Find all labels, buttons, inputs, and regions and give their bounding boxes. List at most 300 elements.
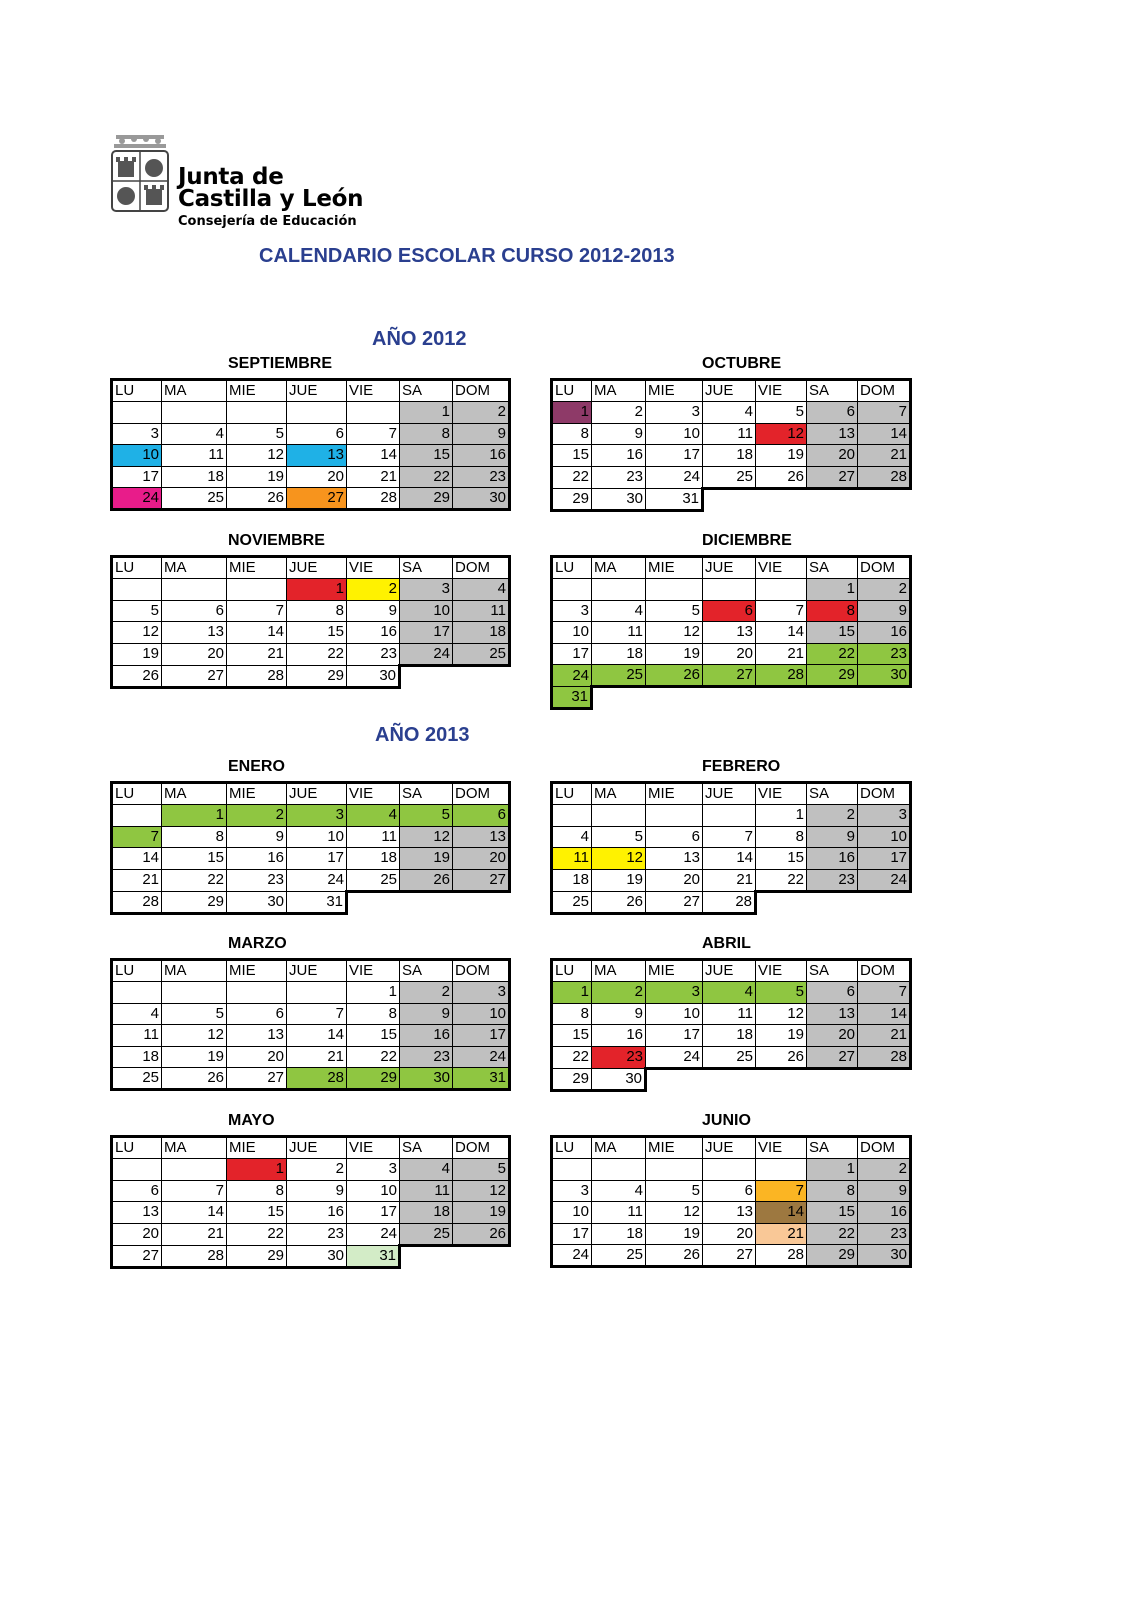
day-cell: 3 bbox=[400, 579, 453, 601]
spacer-cell bbox=[703, 1068, 756, 1090]
day-cell: 17 bbox=[287, 848, 347, 870]
weekday-header: SA bbox=[807, 1137, 858, 1159]
day-cell: 4 bbox=[703, 982, 756, 1004]
day-cell: 9 bbox=[858, 1180, 911, 1202]
day-cell: 29 bbox=[552, 488, 592, 510]
spacer-cell bbox=[858, 687, 911, 709]
day-cell: 10 bbox=[858, 826, 911, 848]
day-cell: 20 bbox=[703, 643, 756, 665]
weekday-header: LU bbox=[112, 557, 162, 579]
day-cell: 18 bbox=[400, 1202, 453, 1224]
spacer-cell bbox=[400, 665, 453, 687]
day-cell: 23 bbox=[592, 1046, 646, 1068]
day-cell: 5 bbox=[646, 600, 703, 622]
day-cell: 23 bbox=[453, 466, 510, 488]
day-cell: 6 bbox=[227, 1003, 287, 1025]
day-cell: 5 bbox=[756, 982, 807, 1004]
day-cell: 8 bbox=[807, 1180, 858, 1202]
day-cell: 15 bbox=[552, 445, 592, 467]
day-cell: 30 bbox=[453, 488, 510, 510]
day-cell: 11 bbox=[703, 1003, 756, 1025]
day-cell: 5 bbox=[112, 600, 162, 622]
day-cell: 17 bbox=[552, 643, 592, 665]
day-cell: 28 bbox=[287, 1068, 347, 1090]
day-cell: 7 bbox=[227, 600, 287, 622]
spacer-cell bbox=[807, 1068, 858, 1090]
day-cell: 7 bbox=[858, 402, 911, 424]
spacer-cell bbox=[756, 687, 807, 709]
weekday-header: MA bbox=[592, 380, 646, 402]
month-table-abril bbox=[550, 958, 912, 1092]
day-cell: 21 bbox=[162, 1223, 227, 1245]
day-cell: 17 bbox=[400, 622, 453, 644]
day-cell: 12 bbox=[756, 1003, 807, 1025]
empty-day-cell bbox=[646, 579, 703, 601]
day-cell: 3 bbox=[646, 402, 703, 424]
month-table-diciembre bbox=[550, 555, 912, 710]
empty-day-cell bbox=[703, 805, 756, 827]
day-cell: 30 bbox=[347, 665, 400, 687]
day-cell: 17 bbox=[552, 1223, 592, 1245]
spacer-cell bbox=[453, 665, 510, 687]
day-cell: 13 bbox=[703, 622, 756, 644]
day-cell: 12 bbox=[112, 622, 162, 644]
empty-day-cell bbox=[552, 805, 592, 827]
logo-line1: Junta de bbox=[178, 164, 284, 190]
day-cell: 10 bbox=[112, 445, 162, 467]
weekday-header: SA bbox=[400, 557, 453, 579]
day-cell: 23 bbox=[287, 1223, 347, 1245]
day-cell: 5 bbox=[453, 1159, 510, 1181]
day-cell: 16 bbox=[400, 1025, 453, 1047]
year-heading-2012: AÑO 2012 bbox=[372, 328, 467, 350]
day-cell: 18 bbox=[592, 643, 646, 665]
day-cell: 26 bbox=[646, 1245, 703, 1267]
day-cell: 27 bbox=[807, 1046, 858, 1068]
day-cell: 6 bbox=[453, 805, 510, 827]
month-table-septiembre bbox=[110, 378, 511, 511]
day-cell: 24 bbox=[858, 869, 911, 891]
month-name-marzo: MARZO bbox=[228, 935, 287, 952]
day-cell: 13 bbox=[453, 826, 510, 848]
day-cell: 4 bbox=[552, 826, 592, 848]
day-cell: 8 bbox=[807, 600, 858, 622]
day-cell: 30 bbox=[592, 488, 646, 510]
day-cell: 21 bbox=[227, 643, 287, 665]
day-cell: 1 bbox=[807, 579, 858, 601]
day-cell: 14 bbox=[756, 622, 807, 644]
day-cell: 13 bbox=[287, 445, 347, 467]
day-cell: 25 bbox=[592, 665, 646, 687]
spacer-cell bbox=[703, 687, 756, 709]
day-cell: 15 bbox=[400, 445, 453, 467]
weekday-header: SA bbox=[807, 783, 858, 805]
day-cell: 16 bbox=[592, 445, 646, 467]
day-cell: 9 bbox=[453, 423, 510, 445]
day-cell: 27 bbox=[287, 488, 347, 510]
weekday-header: JUE bbox=[287, 1137, 347, 1159]
day-cell: 31 bbox=[552, 687, 592, 709]
weekday-header: JUE bbox=[703, 783, 756, 805]
day-cell: 24 bbox=[646, 1046, 703, 1068]
day-cell: 6 bbox=[703, 1180, 756, 1202]
day-cell: 26 bbox=[756, 1046, 807, 1068]
day-cell: 15 bbox=[756, 848, 807, 870]
day-cell: 17 bbox=[453, 1025, 510, 1047]
day-cell: 4 bbox=[347, 805, 400, 827]
weekday-header: VIE bbox=[347, 783, 400, 805]
spacer-cell bbox=[592, 687, 646, 709]
day-cell: 21 bbox=[347, 466, 400, 488]
weekday-header: LU bbox=[112, 380, 162, 402]
day-cell: 6 bbox=[112, 1180, 162, 1202]
spacer-cell bbox=[807, 687, 858, 709]
weekday-header: SA bbox=[400, 960, 453, 982]
day-cell: 3 bbox=[347, 1159, 400, 1181]
day-cell: 20 bbox=[646, 869, 703, 891]
day-cell: 19 bbox=[646, 1223, 703, 1245]
day-cell: 18 bbox=[703, 1025, 756, 1047]
spacer-cell bbox=[646, 1068, 703, 1090]
day-cell: 3 bbox=[858, 805, 911, 827]
day-cell: 11 bbox=[162, 445, 227, 467]
day-cell: 25 bbox=[703, 466, 756, 488]
spacer-cell bbox=[858, 1068, 911, 1090]
day-cell: 8 bbox=[400, 423, 453, 445]
day-cell: 31 bbox=[287, 891, 347, 913]
day-cell: 12 bbox=[400, 826, 453, 848]
month-table-marzo bbox=[110, 958, 511, 1091]
day-cell: 8 bbox=[347, 1003, 400, 1025]
empty-day-cell bbox=[756, 579, 807, 601]
day-cell: 31 bbox=[453, 1068, 510, 1090]
logo-line3: Consejería de Educación bbox=[178, 214, 357, 229]
weekday-header: VIE bbox=[347, 557, 400, 579]
day-cell: 24 bbox=[112, 488, 162, 510]
spacer-cell bbox=[400, 891, 453, 913]
year-heading-2013: AÑO 2013 bbox=[375, 724, 470, 746]
spacer-cell bbox=[858, 488, 911, 510]
day-cell: 8 bbox=[552, 423, 592, 445]
weekday-header: VIE bbox=[756, 380, 807, 402]
weekday-header: MIE bbox=[646, 557, 703, 579]
empty-day-cell bbox=[592, 805, 646, 827]
day-cell: 21 bbox=[112, 869, 162, 891]
day-cell: 11 bbox=[112, 1025, 162, 1047]
day-cell: 16 bbox=[858, 1202, 911, 1224]
day-cell: 19 bbox=[756, 1025, 807, 1047]
day-cell: 4 bbox=[162, 423, 227, 445]
day-cell: 11 bbox=[552, 848, 592, 870]
day-cell: 22 bbox=[552, 1046, 592, 1068]
day-cell: 28 bbox=[756, 665, 807, 687]
day-cell: 15 bbox=[347, 1025, 400, 1047]
spacer-cell bbox=[453, 891, 510, 913]
weekday-header: MA bbox=[162, 960, 227, 982]
day-cell: 14 bbox=[112, 848, 162, 870]
day-cell: 19 bbox=[646, 643, 703, 665]
day-cell: 2 bbox=[227, 805, 287, 827]
day-cell: 3 bbox=[552, 600, 592, 622]
weekday-header: MIE bbox=[646, 960, 703, 982]
weekday-header: JUE bbox=[703, 960, 756, 982]
day-cell: 2 bbox=[347, 579, 400, 601]
spacer-cell bbox=[807, 488, 858, 510]
spacer-cell bbox=[347, 891, 400, 913]
day-cell: 16 bbox=[347, 622, 400, 644]
day-cell: 24 bbox=[552, 665, 592, 687]
day-cell: 26 bbox=[162, 1068, 227, 1090]
day-cell: 12 bbox=[453, 1180, 510, 1202]
day-cell: 17 bbox=[112, 466, 162, 488]
day-cell: 25 bbox=[162, 488, 227, 510]
weekday-header: LU bbox=[552, 557, 592, 579]
day-cell: 12 bbox=[646, 1202, 703, 1224]
day-cell: 9 bbox=[592, 1003, 646, 1025]
empty-day-cell bbox=[112, 1159, 162, 1181]
weekday-header: MA bbox=[162, 783, 227, 805]
month-name-junio: JUNIO bbox=[702, 1112, 751, 1129]
weekday-header: LU bbox=[552, 380, 592, 402]
month-name-febrero: FEBRERO bbox=[702, 758, 781, 775]
day-cell: 27 bbox=[703, 665, 756, 687]
empty-day-cell bbox=[703, 1159, 756, 1181]
empty-day-cell bbox=[287, 982, 347, 1004]
empty-day-cell bbox=[552, 579, 592, 601]
day-cell: 16 bbox=[807, 848, 858, 870]
day-cell: 16 bbox=[858, 622, 911, 644]
day-cell: 27 bbox=[703, 1245, 756, 1267]
day-cell: 18 bbox=[592, 1223, 646, 1245]
month-name-diciembre: DICIEMBRE bbox=[702, 532, 792, 549]
day-cell: 14 bbox=[347, 445, 400, 467]
day-cell: 13 bbox=[646, 848, 703, 870]
day-cell: 10 bbox=[552, 1202, 592, 1224]
day-cell: 27 bbox=[453, 869, 510, 891]
weekday-header: MIE bbox=[646, 1137, 703, 1159]
weekday-header: JUE bbox=[287, 557, 347, 579]
day-cell: 28 bbox=[112, 891, 162, 913]
day-cell: 19 bbox=[592, 869, 646, 891]
day-cell: 2 bbox=[453, 402, 510, 424]
day-cell: 28 bbox=[858, 466, 911, 488]
day-cell: 20 bbox=[807, 1025, 858, 1047]
empty-day-cell bbox=[112, 805, 162, 827]
day-cell: 8 bbox=[552, 1003, 592, 1025]
day-cell: 28 bbox=[162, 1245, 227, 1267]
day-cell: 10 bbox=[347, 1180, 400, 1202]
empty-day-cell bbox=[552, 1159, 592, 1181]
day-cell: 9 bbox=[400, 1003, 453, 1025]
day-cell: 28 bbox=[756, 1245, 807, 1267]
day-cell: 19 bbox=[227, 466, 287, 488]
month-name-enero: ENERO bbox=[228, 758, 285, 775]
day-cell: 21 bbox=[703, 869, 756, 891]
empty-day-cell bbox=[227, 579, 287, 601]
weekday-header: MIE bbox=[227, 380, 287, 402]
day-cell: 22 bbox=[227, 1223, 287, 1245]
day-cell: 21 bbox=[858, 1025, 911, 1047]
day-cell: 29 bbox=[552, 1068, 592, 1090]
coat-of-arms-icon bbox=[110, 135, 170, 215]
day-cell: 30 bbox=[227, 891, 287, 913]
day-cell: 13 bbox=[807, 1003, 858, 1025]
day-cell: 20 bbox=[227, 1046, 287, 1068]
day-cell: 21 bbox=[287, 1046, 347, 1068]
day-cell: 1 bbox=[227, 1159, 287, 1181]
day-cell: 14 bbox=[703, 848, 756, 870]
empty-day-cell bbox=[227, 402, 287, 424]
day-cell: 26 bbox=[227, 488, 287, 510]
month-name-mayo: MAYO bbox=[228, 1112, 275, 1129]
day-cell: 17 bbox=[858, 848, 911, 870]
day-cell: 11 bbox=[400, 1180, 453, 1202]
day-cell: 7 bbox=[703, 826, 756, 848]
day-cell: 16 bbox=[227, 848, 287, 870]
day-cell: 27 bbox=[112, 1245, 162, 1267]
day-cell: 22 bbox=[756, 869, 807, 891]
weekday-header: MIE bbox=[227, 783, 287, 805]
weekday-header: DOM bbox=[453, 1137, 510, 1159]
month-name-septiembre: SEPTIEMBRE bbox=[228, 355, 333, 372]
empty-day-cell bbox=[703, 579, 756, 601]
day-cell: 3 bbox=[287, 805, 347, 827]
weekday-header: SA bbox=[807, 557, 858, 579]
day-cell: 22 bbox=[807, 1223, 858, 1245]
day-cell: 19 bbox=[453, 1202, 510, 1224]
weekday-header: LU bbox=[552, 783, 592, 805]
day-cell: 29 bbox=[162, 891, 227, 913]
day-cell: 24 bbox=[552, 1245, 592, 1267]
day-cell: 22 bbox=[162, 869, 227, 891]
weekday-header: MA bbox=[592, 1137, 646, 1159]
empty-day-cell bbox=[162, 579, 227, 601]
day-cell: 29 bbox=[227, 1245, 287, 1267]
weekday-header: MA bbox=[162, 557, 227, 579]
day-cell: 29 bbox=[347, 1068, 400, 1090]
spacer-cell bbox=[756, 1068, 807, 1090]
day-cell: 18 bbox=[703, 445, 756, 467]
day-cell: 28 bbox=[227, 665, 287, 687]
day-cell: 6 bbox=[807, 402, 858, 424]
day-cell: 30 bbox=[858, 1245, 911, 1267]
empty-day-cell bbox=[227, 982, 287, 1004]
empty-day-cell bbox=[162, 1159, 227, 1181]
day-cell: 12 bbox=[756, 423, 807, 445]
day-cell: 6 bbox=[807, 982, 858, 1004]
empty-day-cell bbox=[646, 1159, 703, 1181]
weekday-header: JUE bbox=[287, 960, 347, 982]
day-cell: 9 bbox=[347, 600, 400, 622]
day-cell: 5 bbox=[162, 1003, 227, 1025]
day-cell: 23 bbox=[858, 643, 911, 665]
weekday-header: JUE bbox=[287, 783, 347, 805]
day-cell: 6 bbox=[287, 423, 347, 445]
day-cell: 26 bbox=[112, 665, 162, 687]
day-cell: 22 bbox=[347, 1046, 400, 1068]
spacer-cell bbox=[646, 687, 703, 709]
day-cell: 7 bbox=[756, 600, 807, 622]
day-cell: 30 bbox=[858, 665, 911, 687]
day-cell: 5 bbox=[646, 1180, 703, 1202]
day-cell: 7 bbox=[347, 423, 400, 445]
day-cell: 9 bbox=[592, 423, 646, 445]
weekday-header: MIE bbox=[227, 1137, 287, 1159]
day-cell: 11 bbox=[347, 826, 400, 848]
day-cell: 21 bbox=[858, 445, 911, 467]
weekday-header: SA bbox=[400, 783, 453, 805]
day-cell: 24 bbox=[287, 869, 347, 891]
day-cell: 16 bbox=[287, 1202, 347, 1224]
day-cell: 18 bbox=[552, 869, 592, 891]
spacer-cell bbox=[756, 891, 807, 913]
day-cell: 24 bbox=[646, 466, 703, 488]
day-cell: 27 bbox=[227, 1068, 287, 1090]
day-cell: 2 bbox=[807, 805, 858, 827]
day-cell: 10 bbox=[287, 826, 347, 848]
day-cell: 4 bbox=[400, 1159, 453, 1181]
day-cell: 2 bbox=[858, 579, 911, 601]
day-cell: 12 bbox=[227, 445, 287, 467]
day-cell: 15 bbox=[162, 848, 227, 870]
day-cell: 1 bbox=[287, 579, 347, 601]
day-cell: 11 bbox=[592, 622, 646, 644]
day-cell: 20 bbox=[162, 643, 227, 665]
weekday-header: JUE bbox=[287, 380, 347, 402]
day-cell: 18 bbox=[347, 848, 400, 870]
day-cell: 20 bbox=[807, 445, 858, 467]
weekday-header: MIE bbox=[227, 960, 287, 982]
weekday-header: JUE bbox=[703, 380, 756, 402]
weekday-header: DOM bbox=[453, 380, 510, 402]
day-cell: 26 bbox=[592, 891, 646, 913]
day-cell: 4 bbox=[592, 1180, 646, 1202]
day-cell: 12 bbox=[162, 1025, 227, 1047]
day-cell: 26 bbox=[646, 665, 703, 687]
day-cell: 7 bbox=[112, 826, 162, 848]
day-cell: 26 bbox=[453, 1223, 510, 1245]
logo bbox=[110, 135, 410, 235]
day-cell: 26 bbox=[756, 466, 807, 488]
day-cell: 5 bbox=[592, 826, 646, 848]
day-cell: 8 bbox=[756, 826, 807, 848]
spacer-cell bbox=[756, 488, 807, 510]
weekday-header: MA bbox=[162, 1137, 227, 1159]
day-cell: 10 bbox=[552, 622, 592, 644]
empty-day-cell bbox=[112, 402, 162, 424]
weekday-header: LU bbox=[552, 960, 592, 982]
weekday-header: SA bbox=[400, 380, 453, 402]
day-cell: 1 bbox=[807, 1159, 858, 1181]
empty-day-cell bbox=[756, 1159, 807, 1181]
day-cell: 3 bbox=[453, 982, 510, 1004]
weekday-header: DOM bbox=[453, 960, 510, 982]
day-cell: 15 bbox=[287, 622, 347, 644]
day-cell: 6 bbox=[646, 826, 703, 848]
weekday-header: SA bbox=[400, 1137, 453, 1159]
day-cell: 24 bbox=[453, 1046, 510, 1068]
day-cell: 15 bbox=[807, 622, 858, 644]
spacer-cell bbox=[807, 891, 858, 913]
day-cell: 6 bbox=[703, 600, 756, 622]
day-cell: 21 bbox=[756, 1223, 807, 1245]
month-table-octubre bbox=[550, 378, 912, 512]
day-cell: 11 bbox=[453, 600, 510, 622]
day-cell: 1 bbox=[552, 982, 592, 1004]
day-cell: 13 bbox=[162, 622, 227, 644]
weekday-header: DOM bbox=[858, 557, 911, 579]
day-cell: 14 bbox=[756, 1202, 807, 1224]
